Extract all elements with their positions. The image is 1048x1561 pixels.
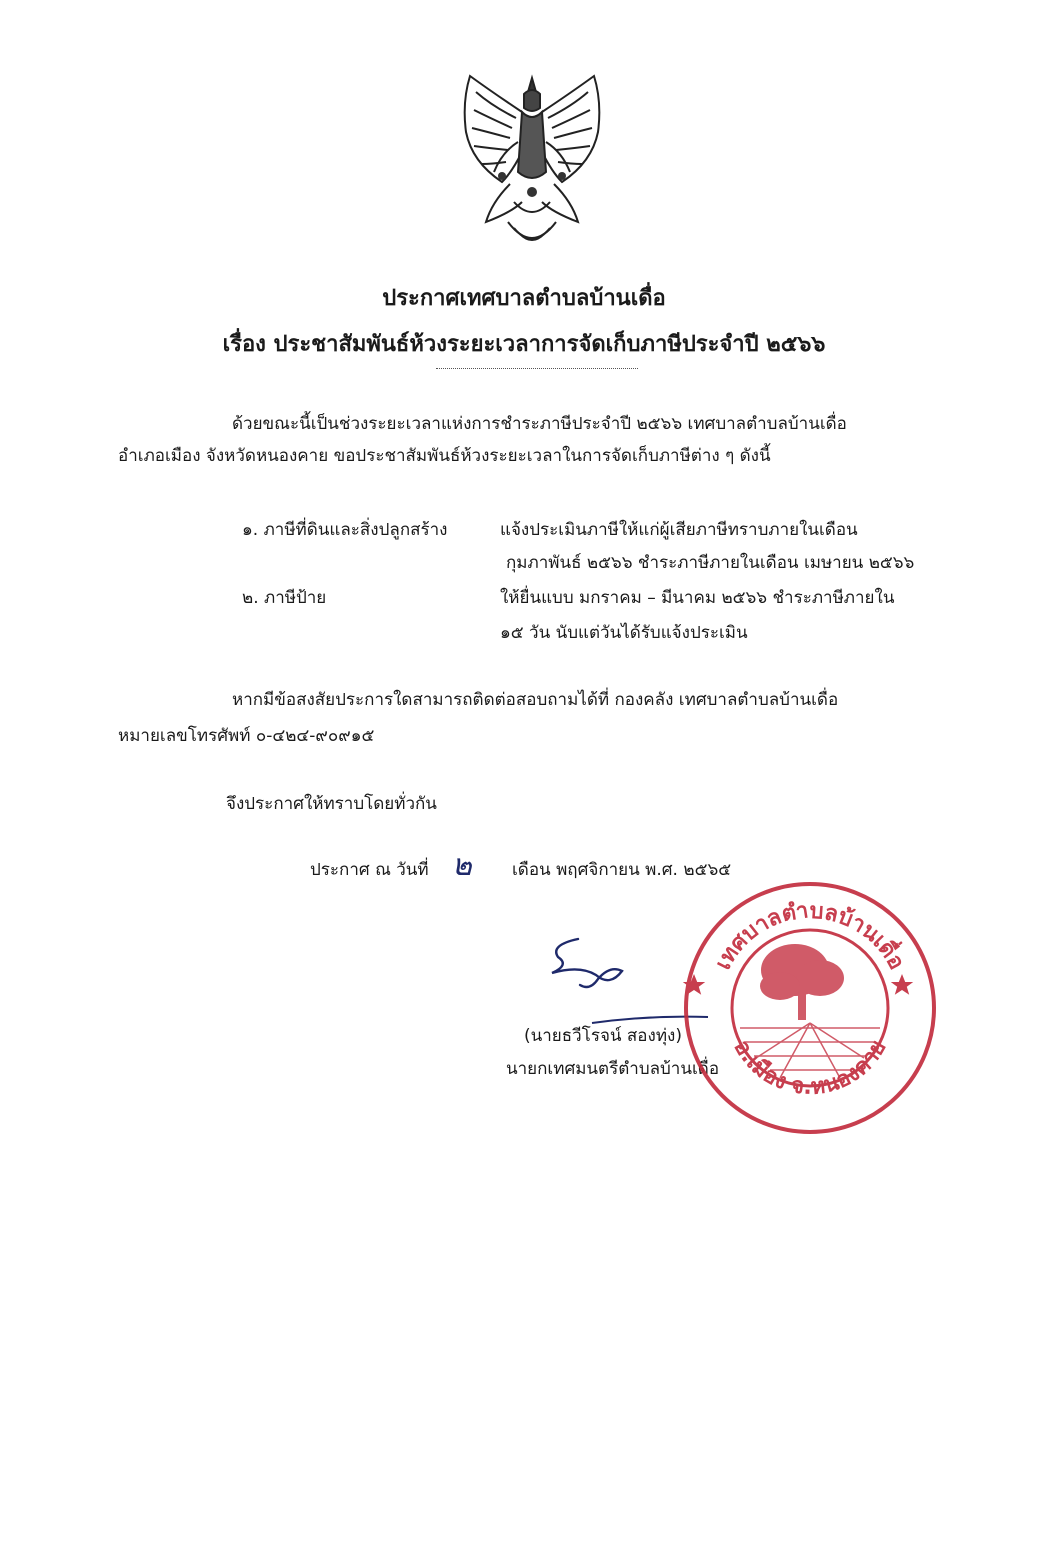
seal-bottom-text: อ.เมือง จ.หนองคาย bbox=[728, 1036, 892, 1101]
contact-line-1: หากมีข้อสงสัยประการใดสามารถติดต่อสอบถามได้ที่ กองคลัง เทศบาลตำบลบ้านเดื่อ bbox=[232, 690, 839, 710]
item-2-detail-1: ให้ยื่นแบบ มกราคม – มีนาคม ๒๕๖๖ ชำระภาษีภายใน bbox=[500, 588, 895, 608]
item-1-detail-1: แจ้งประเมินภาษีให้แก่ผู้เสียภาษีทราบภายในเดือน bbox=[500, 520, 858, 540]
date-suffix: เดือน พฤศจิกายน พ.ศ. ๒๕๖๕ bbox=[512, 860, 732, 880]
document-subject: เรื่อง ประชาสัมพันธ์ห้วงระยะเวลาการจัดเก็บภาษีประจำปี ๒๕๖๖ bbox=[222, 332, 826, 357]
seal-top-text: เทศบาลตำบลบ้านเดื่อ bbox=[710, 898, 910, 974]
garuda-emblem-icon bbox=[452, 72, 612, 254]
signatory-position: นายกเทศมนตรีตำบลบ้านเดื่อ bbox=[506, 1059, 720, 1079]
item-1-detail-2: กุมภาพันธ์ ๒๕๖๖ ชำระภาษีภายในเดือน เมษายน ๒๕๖๖ bbox=[506, 553, 915, 573]
signatory-name: (นายธวีโรจน์ สองทุ่ง) bbox=[524, 1026, 682, 1046]
item-2-label: ๒. ภาษีป้าย bbox=[242, 588, 327, 608]
svg-text:อ.เมือง จ.หนองคาย bbox=[728, 1036, 891, 1100]
date-prefix: ประกาศ ณ วันที่ bbox=[310, 860, 429, 880]
item-1-label: ๑. ภาษีที่ดินและสิ่งปลูกสร้าง bbox=[242, 520, 448, 540]
contact-line-2: หมายเลขโทรศัพท์ ๐-๔๒๔-๙๐๙๑๕ bbox=[118, 726, 375, 746]
document-title: ประกาศเทศบาลตำบลบ้านเดื่อ bbox=[382, 286, 666, 311]
date-day-handwritten: ๒ bbox=[452, 848, 472, 883]
item-2-detail-2: ๑๕ วัน นับแต่วันได้รับแจ้งประเมิน bbox=[500, 623, 748, 643]
intro-line-1: ด้วยขณะนี้เป็นช่วงระยะเวลาแห่งการชำระภาษีประจำปี ๒๕๖๖ เทศบาลตำบลบ้านเดื่อ bbox=[232, 414, 847, 434]
title-divider bbox=[436, 368, 638, 369]
intro-line-2: อำเภอเมือง จังหวัดหนองคาย ขอประชาสัมพันธ์ห้วงระยะเวลาในการจัดเก็บภาษีต่าง ๆ ดังนี้ bbox=[118, 446, 771, 466]
closing-statement: จึงประกาศให้ทราบโดยทั่วกัน bbox=[226, 794, 437, 814]
municipal-seal bbox=[680, 878, 940, 1138]
handwritten-signature bbox=[540, 935, 640, 995]
